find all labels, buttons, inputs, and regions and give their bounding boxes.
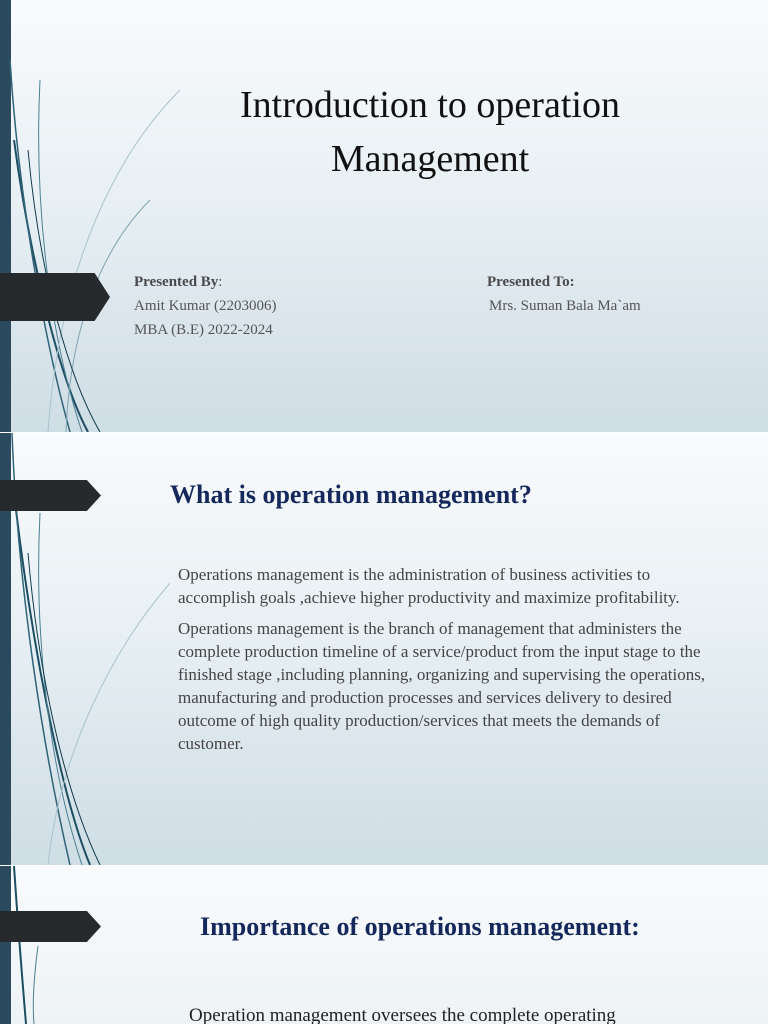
bullet-list [168,1004,718,1024]
slide-heading: Importance of operations management: [200,912,640,941]
list-item [157,563,707,609]
slide-importance [0,866,768,1024]
presented-to-label: Presented To: [487,274,575,290]
bullet-text: Operations management is the branch of management that administers the complete production timeline of a service/product from the input stage to the finished stage ,including planning, organizing and supervising the operations, manufacturing and production processes and services delivery to desired outcome of high quality production/services that meets the demands of customer. [178,619,706,753]
presented-to-name: Mrs. Suman Bala Ma`am [489,298,641,314]
list-item [157,617,707,755]
decorative-swoosh-lines [0,0,230,432]
presented-by-block [134,270,276,342]
slide-title [0,0,768,432]
list-item [168,1004,718,1024]
title-line-2: Management [330,138,530,180]
bullet-text: Operation management oversees the complete operating [189,1005,616,1024]
slide-definition [0,433,768,865]
decorative-swoosh-lines [0,866,120,1024]
arrow-tab [0,911,101,942]
arrow-tab [0,273,110,321]
presented-by-label: Presented By [134,274,219,290]
bullet-text: Operations management is the administration of business activities to accomplish goals ,achieve higher productivity and maximize profitability. [178,565,680,607]
title-line-1: Introduction to operation [240,84,620,126]
slide-heading: What is operation management? [170,480,532,509]
bullet-list [157,563,707,763]
presenter-name: Amit Kumar (2203006) [134,298,277,314]
slide-title-text [150,78,710,186]
presented-to-block [487,270,641,318]
presented-by-colon: : [218,274,223,290]
arrow-tab [0,480,101,511]
presenter-program: MBA (B.E) 2022-2024 [134,322,273,338]
